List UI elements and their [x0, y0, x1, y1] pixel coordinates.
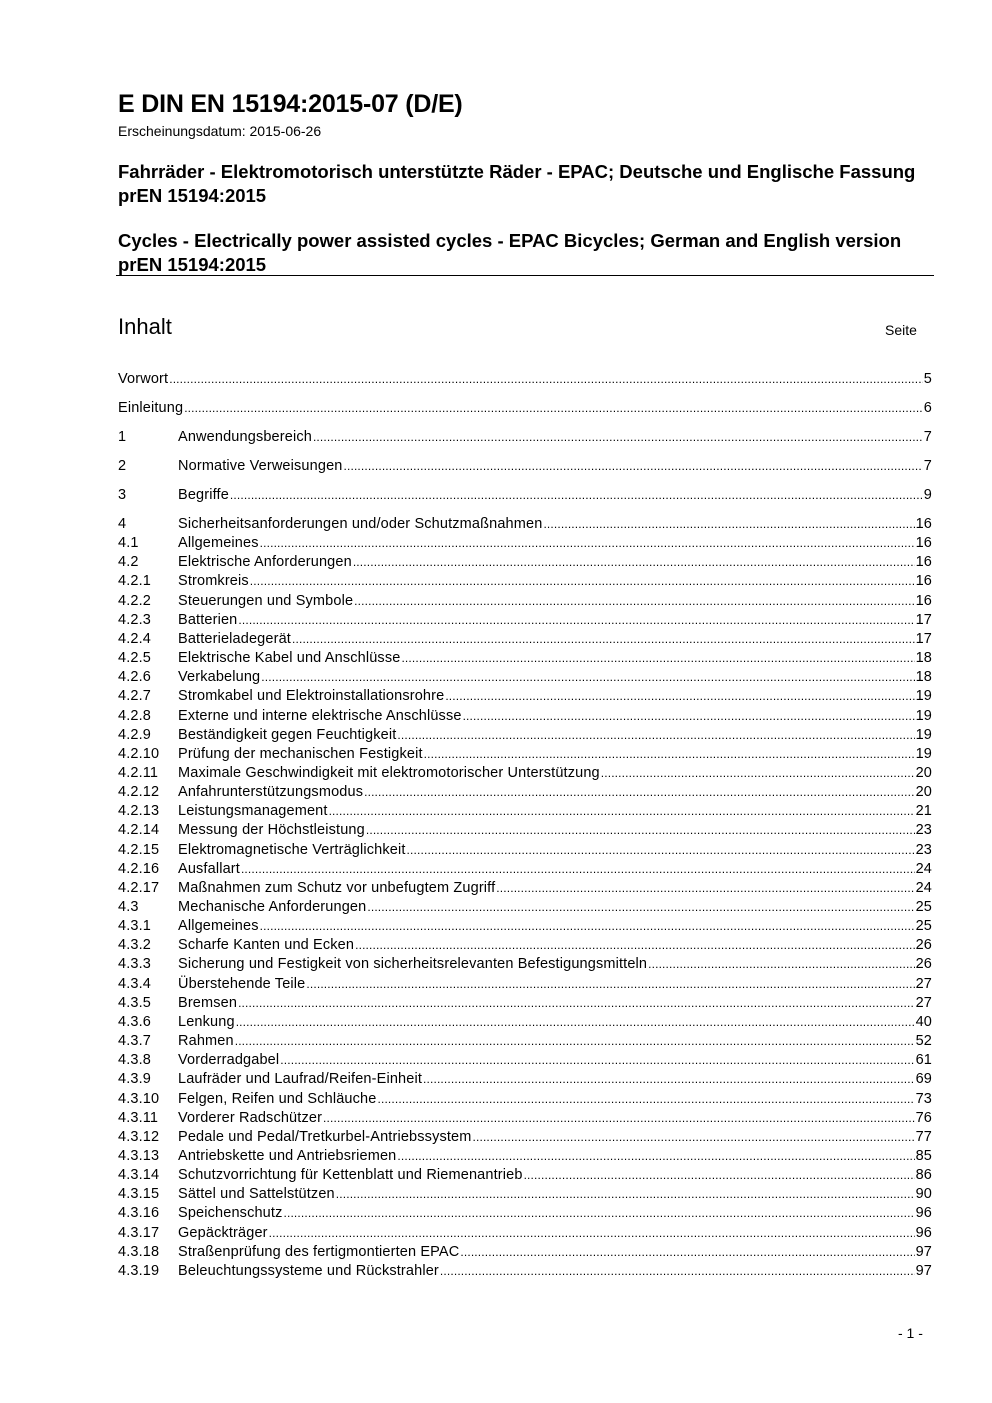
toc-entry-number: 4.3	[118, 899, 139, 915]
toc-entry[interactable]	[118, 650, 932, 669]
toc-entry[interactable]	[118, 612, 932, 631]
toc-entry-title: Felgen, Reifen und Schläuche	[178, 1090, 377, 1107]
toc-entry-number: 4.2.7	[118, 688, 151, 705]
toc-entry-number: 4.3.13	[118, 1147, 160, 1164]
toc-entry-number: 4	[118, 516, 127, 532]
toc-entry-page: 7	[923, 458, 932, 474]
toc-dot-leader	[236, 1015, 915, 1029]
toc-entry-title: Elektrische Kabel und Anschlüsse	[178, 650, 401, 667]
toc-page-column-label: Seite	[885, 322, 917, 338]
toc-entry-number: 4.2.13	[118, 803, 160, 820]
toc-entry[interactable]	[118, 1186, 932, 1205]
toc-dot-leader	[323, 1111, 915, 1125]
toc-entry[interactable]	[118, 631, 932, 650]
toc-dot-leader	[424, 747, 915, 761]
toc-dot-leader	[169, 372, 923, 386]
toc-dot-leader	[377, 1092, 914, 1106]
toc-entry-title: Leistungsmanagement	[178, 803, 328, 820]
toc-dot-leader	[407, 843, 915, 857]
toc-entry-page: 21	[915, 803, 932, 820]
toc-entry-number: 4.3.11	[118, 1109, 159, 1126]
toc-dot-leader	[336, 1187, 915, 1201]
toc-entry-number: 2	[118, 458, 127, 474]
toc-dot-leader	[543, 517, 914, 531]
toc-entry[interactable]	[118, 727, 932, 746]
toc-entry-title: Begriffe	[178, 487, 229, 503]
toc-entry-title: Überstehende Teile	[178, 975, 306, 992]
toc-entry-page: 20	[915, 784, 932, 801]
toc-entry[interactable]	[118, 688, 932, 707]
toc-dot-leader	[241, 862, 915, 876]
toc-entry-title: Maßnahmen zum Schutz vor unbefugtem Zugriff	[178, 879, 496, 896]
toc-dot-leader	[261, 670, 914, 684]
toc-dot-leader	[292, 632, 915, 646]
toc-entry-page: 18	[915, 650, 932, 667]
toc-entry-page: 96	[915, 1205, 932, 1222]
toc-entry-number: 4.2.3	[118, 611, 151, 628]
toc-entry[interactable]	[118, 784, 932, 803]
toc-dot-leader	[364, 785, 914, 799]
toc-entry[interactable]	[118, 1244, 932, 1263]
toc-entry-number: 1	[118, 429, 127, 445]
toc-entry[interactable]	[118, 765, 932, 784]
toc-entry-title: Einleitung	[118, 400, 184, 416]
toc-entry-title: Verkabelung	[178, 669, 261, 686]
toc-entry-title: Mechanische Anforderungen	[178, 899, 367, 915]
toc-entry-number: 4.2.15	[118, 841, 160, 858]
toc-entry[interactable]	[118, 1071, 932, 1090]
toc-entry-page: 7	[923, 429, 932, 445]
toc-entry-title: Allgemeines	[178, 535, 259, 552]
toc-entry-title: Batterieladegerät	[178, 630, 291, 647]
toc-entry-title: Schutzvorrichtung für Kettenblatt und Riemenantrieb	[178, 1167, 523, 1184]
toc-entry[interactable]	[118, 535, 932, 554]
toc-entry-page: 20	[915, 764, 932, 781]
publication-date: Erscheinungsdatum: 2015-06-26	[118, 123, 322, 139]
toc-dot-leader	[280, 1053, 914, 1067]
toc-entry-title: Prüfung der mechanischen Festigkeit	[178, 745, 423, 762]
toc-dot-leader	[283, 1206, 914, 1220]
toc-dot-leader	[367, 900, 914, 914]
toc-entry-number: 4.2.12	[118, 784, 160, 801]
toc-dot-leader	[601, 766, 915, 780]
toc-entry-number: 4.3.2	[118, 937, 151, 954]
toc-entry-title: Anfahrunterstützungsmodus	[178, 784, 364, 801]
toc-dot-leader	[423, 1072, 915, 1086]
toc-entry[interactable]	[118, 1205, 932, 1224]
toc-entry[interactable]	[118, 1225, 932, 1244]
toc-dot-leader	[260, 536, 915, 550]
toc-heading: Inhalt	[118, 314, 172, 339]
toc-entry-page: 23	[915, 841, 932, 858]
toc-entry-page: 19	[915, 726, 932, 743]
toc-entry-page: 23	[915, 822, 932, 839]
toc-entry-number: 4.3.19	[118, 1262, 160, 1279]
toc-entry-page: 90	[915, 1186, 932, 1203]
toc-entry-page: 97	[915, 1243, 932, 1260]
toc-entry-title: Vorderer Radschützer	[178, 1109, 323, 1126]
toc-entry-number: 4.3.8	[118, 1052, 151, 1069]
toc-entry-title: Rahmen	[178, 1033, 234, 1050]
toc-entry-title: Pedale und Pedal/Tretkurbel-Antriebssystem	[178, 1128, 472, 1145]
toc-dot-leader	[353, 555, 915, 569]
toc-entry-number: 4.3.14	[118, 1167, 160, 1184]
toc-entry[interactable]	[118, 956, 932, 975]
toc-entry-page: 40	[915, 1013, 932, 1030]
toc-entry[interactable]	[118, 899, 932, 918]
toc-entry-title: Sicherheitsanforderungen und/oder Schutzmaßnahmen	[178, 516, 543, 532]
toc-entry-page: 19	[915, 688, 932, 705]
toc-entry-page: 16	[915, 516, 932, 532]
toc-entry-page: 73	[915, 1090, 932, 1107]
toc-entry-page: 76	[915, 1109, 932, 1126]
toc-entry-page: 97	[915, 1262, 932, 1279]
toc-entry[interactable]	[118, 593, 932, 612]
toc-entry-title: Straßenprüfung des fertigmontierten EPAC	[178, 1243, 460, 1260]
toc-entry[interactable]	[118, 918, 932, 937]
toc-entry-number: 4.2.8	[118, 707, 151, 724]
toc-entry-number: 4.3.12	[118, 1128, 160, 1145]
toc-entry[interactable]	[118, 1052, 932, 1071]
toc-dot-leader	[344, 459, 923, 473]
toc-entry[interactable]	[118, 995, 932, 1014]
toc-entry[interactable]	[118, 516, 932, 535]
toc-entry-number: 4.3.4	[118, 975, 151, 992]
toc-entry-page: 25	[915, 918, 932, 935]
toc-entry[interactable]	[118, 937, 932, 956]
toc-entry-page: 77	[915, 1128, 932, 1145]
toc-entry[interactable]	[118, 1110, 932, 1129]
toc-entry-number: 4.3.5	[118, 994, 151, 1011]
toc-dot-leader	[496, 881, 914, 895]
toc-dot-leader	[250, 574, 915, 588]
toc-entry-title: Ausfallart	[178, 860, 240, 877]
toc-entry-page: 25	[915, 899, 932, 915]
toc-dot-leader	[473, 1130, 915, 1144]
toc-entry[interactable]	[118, 746, 932, 765]
toc-entry-page: 26	[915, 956, 932, 973]
toc-dot-leader	[524, 1168, 915, 1182]
toc-dot-leader	[230, 488, 923, 502]
toc-entry-title: Laufräder und Laufrad/Reifen-Einheit	[178, 1071, 423, 1088]
toc-entry-page: 61	[915, 1052, 932, 1069]
toc-entry-number: 4.1	[118, 535, 139, 552]
toc-entry-title: Vorderradgabel	[178, 1052, 280, 1069]
toc-entry-page: 52	[915, 1033, 932, 1050]
toc-entry-title: Batterien	[178, 611, 238, 628]
toc-entry[interactable]	[118, 880, 932, 899]
toc-dot-leader	[648, 957, 914, 971]
toc-entry-number: 4.3.15	[118, 1186, 160, 1203]
toc-entry-number: 4.2.11	[118, 764, 159, 781]
toc-entry-page: 18	[915, 669, 932, 686]
toc-entry-title: Lenkung	[178, 1013, 235, 1030]
toc-entry-number: 4.3.16	[118, 1205, 160, 1222]
toc-entry[interactable]	[118, 371, 932, 390]
toc-entry[interactable]	[118, 1263, 932, 1282]
title-english: Cycles - Electrically power assisted cycles - EPAC Bicycles; German and English version prEN 15194:2015	[118, 230, 902, 275]
toc-entry[interactable]	[118, 822, 932, 841]
toc-entry-title: Anwendungsbereich	[178, 429, 312, 445]
title-divider	[116, 275, 934, 276]
title-german: Fahrräder - Elektromotorisch unterstützte Räder - EPAC; Deutsche und Englische Fassung prEN 15194:2015	[118, 161, 916, 206]
toc-dot-leader	[313, 430, 923, 444]
toc-entry[interactable]	[118, 487, 932, 506]
toc-entry[interactable]	[118, 861, 932, 880]
toc-entry-number: 4.2.6	[118, 669, 151, 686]
toc-entry[interactable]	[118, 1148, 932, 1167]
toc-entry-page: 16	[915, 592, 932, 609]
toc-entry-page: 19	[915, 707, 932, 724]
toc-entry-number: 4.2.10	[118, 745, 160, 762]
toc-entry-number: 4.2.16	[118, 860, 160, 877]
toc-dot-leader	[269, 1226, 915, 1240]
toc-entry-page: 85	[915, 1147, 932, 1164]
page-number: - 1 -	[898, 1325, 923, 1341]
toc-entry-page: 27	[915, 975, 932, 992]
toc-entry[interactable]	[118, 573, 932, 592]
toc-entry-page: 19	[915, 745, 932, 762]
toc-entry-page: 24	[915, 879, 932, 896]
toc-entry-title: Sicherung und Festigkeit von sicherheitsrelevanten Befestigungsmitteln	[178, 956, 648, 973]
toc-entry-title: Elektrische Anforderungen	[178, 554, 352, 571]
toc-entry-number: 4.2	[118, 554, 139, 571]
toc-entry-title: Vorwort	[118, 371, 169, 387]
toc-dot-leader	[397, 728, 914, 742]
toc-entry-number: 4.3.1	[118, 918, 151, 935]
toc-entry[interactable]	[118, 458, 932, 477]
toc-entry-number: 4.3.7	[118, 1033, 151, 1050]
toc-entry-number: 4.2.4	[118, 630, 151, 647]
document-id: E DIN EN 15194:2015-07 (D/E)	[118, 90, 463, 118]
toc-entry-title: Externe und interne elektrische Anschlüsse	[178, 707, 462, 724]
toc-dot-leader	[235, 1034, 915, 1048]
toc-entry[interactable]	[118, 1091, 932, 1110]
toc-dot-leader	[329, 804, 915, 818]
toc-entry-page: 9	[923, 487, 932, 503]
toc-entry-number: 3	[118, 487, 127, 503]
toc-entry[interactable]	[118, 842, 932, 861]
toc-entry-number: 4.3.10	[118, 1090, 160, 1107]
toc-entry[interactable]	[118, 554, 932, 573]
toc-entry-page: 69	[915, 1071, 932, 1088]
toc-dot-leader	[445, 689, 914, 703]
toc-entry-page: 27	[915, 994, 932, 1011]
toc-entry-page: 17	[915, 611, 932, 628]
toc-entry-title: Stromkreis	[178, 573, 249, 590]
toc-entry-page: 16	[915, 573, 932, 590]
toc-entry-page: 16	[915, 535, 932, 552]
toc-dot-leader	[401, 651, 914, 665]
toc-entry-title: Messung der Höchstleistung	[178, 822, 365, 839]
toc-entry-page: 16	[915, 554, 932, 571]
toc-dot-leader	[354, 594, 914, 608]
toc-entry-page: 86	[915, 1167, 932, 1184]
toc-dot-leader	[463, 709, 915, 723]
toc-entry-title: Antriebskette und Antriebsriemen	[178, 1147, 397, 1164]
toc-entry-title: Beleuchtungssysteme und Rückstrahler	[178, 1262, 439, 1279]
toc-dot-leader	[460, 1245, 914, 1259]
toc-dot-leader	[306, 977, 914, 991]
toc-entry[interactable]	[118, 429, 932, 448]
toc-entry-number: 4.3.18	[118, 1243, 160, 1260]
toc-entry-number: 4.2.5	[118, 650, 151, 667]
toc-entry-title: Normative Verweisungen	[178, 458, 343, 474]
toc-entry-number: 4.3.6	[118, 1013, 151, 1030]
toc-entry-title: Speichenschutz	[178, 1205, 283, 1222]
toc-entry-title: Maximale Geschwindigkeit mit elektromotorischer Unterstützung	[178, 764, 600, 781]
toc-dot-leader	[397, 1149, 914, 1163]
toc-entry[interactable]	[118, 803, 932, 822]
toc-dot-leader	[366, 823, 915, 837]
toc-entry-title: Steuerungen und Symbole	[178, 592, 354, 609]
toc-entry-page: 26	[915, 937, 932, 954]
toc-entry[interactable]	[118, 708, 932, 727]
toc-entry[interactable]	[118, 1129, 932, 1148]
toc-dot-leader	[238, 996, 914, 1010]
toc-entry-title: Beständigkeit gegen Feuchtigkeit	[178, 726, 397, 743]
toc-entry-number: 4.2.14	[118, 822, 160, 839]
toc-dot-leader	[440, 1264, 915, 1278]
toc-entry-page: 24	[915, 860, 932, 877]
toc-entry-number: 4.3.17	[118, 1224, 160, 1241]
toc-entry-number: 4.3.9	[118, 1071, 151, 1088]
toc-dot-leader	[260, 919, 915, 933]
toc-entry[interactable]	[118, 976, 932, 995]
toc-entry[interactable]	[118, 669, 932, 688]
toc-entry-number: 4.2.17	[118, 879, 160, 896]
toc-entry-title: Stromkabel und Elektroinstallationsrohre	[178, 688, 445, 705]
toc-entry-number: 4.2.9	[118, 726, 151, 743]
toc-entry-number: 4.2.1	[118, 573, 151, 590]
toc-entry-title: Allgemeines	[178, 918, 259, 935]
toc-entry-page: 6	[923, 400, 932, 416]
toc-entry-title: Bremsen	[178, 994, 238, 1011]
toc-dot-leader	[355, 938, 914, 952]
toc-entry-title: Gepäckträger	[178, 1224, 268, 1241]
toc-entry-number: 4.3.3	[118, 956, 151, 973]
toc-entry-title: Scharfe Kanten und Ecken	[178, 937, 355, 954]
toc-entry-page: 17	[915, 630, 932, 647]
toc-dot-leader	[184, 401, 923, 415]
toc-entry-title: Elektromagnetische Verträglichkeit	[178, 841, 406, 858]
toc-dot-leader	[238, 613, 914, 627]
toc-entry-page: 96	[915, 1224, 932, 1241]
toc-entry[interactable]	[118, 1167, 932, 1186]
toc-entry[interactable]	[118, 1033, 932, 1052]
toc-entry-title: Sättel und Sattelstützen	[178, 1186, 335, 1203]
toc-entry-number: 4.2.2	[118, 592, 151, 609]
toc-entry-page: 5	[923, 371, 932, 387]
toc-entry[interactable]	[118, 400, 932, 419]
toc-entry[interactable]	[118, 1014, 932, 1033]
